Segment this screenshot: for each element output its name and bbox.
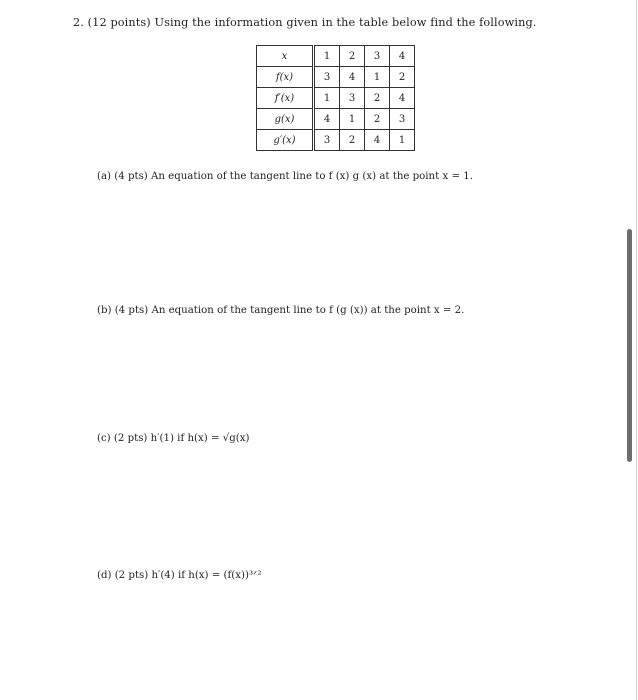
table-cell: 1 [314,88,340,109]
part-a: (a) (4 pts) An equation of the tangent line to f (x) g (x) at the point x = 1. [97,171,473,182]
table-cell: 4 [390,88,415,109]
table-cell: 2 [365,109,390,130]
table-cell: 1 [390,130,415,151]
table-cell: 2 [340,46,365,67]
row-label: x [257,46,314,67]
part-b: (b) (4 pts) An equation of the tangent line to f (g (x)) at the point x = 2. [97,305,465,316]
table-row [257,88,415,109]
part-d: (d) (2 pts) h′(4) if h(x) = (f(x))³ᐟ² [97,570,262,581]
table-cell: 2 [340,130,365,151]
table-cell: 3 [314,130,340,151]
table-cell: 3 [390,109,415,130]
vertical-scrollbar[interactable] [627,229,632,462]
table-cell: 3 [340,88,365,109]
table-row [257,67,415,88]
table-cell: 4 [314,109,340,130]
row-label: g(x) [257,109,314,130]
table-row [257,130,415,151]
part-c: (c) (2 pts) h′(1) if h(x) = √g(x) [97,433,250,444]
table-cell: 2 [365,88,390,109]
table-row [257,46,415,67]
values-table [256,45,415,151]
row-label: g′(x) [257,130,314,151]
table-cell: 1 [314,46,340,67]
table-cell: 3 [365,46,390,67]
table-cell: 2 [390,67,415,88]
row-label: f(x) [257,67,314,88]
table-cell: 1 [340,109,365,130]
table-cell: 4 [390,46,415,67]
problem-title: 2. (12 points) Using the information given in the table below find the following. [73,16,537,29]
table-cell: 4 [340,67,365,88]
table-row [257,109,415,130]
table-cell: 3 [314,67,340,88]
table-cell: 1 [365,67,390,88]
table-cell: 4 [365,130,390,151]
row-label: f′(x) [257,88,314,109]
